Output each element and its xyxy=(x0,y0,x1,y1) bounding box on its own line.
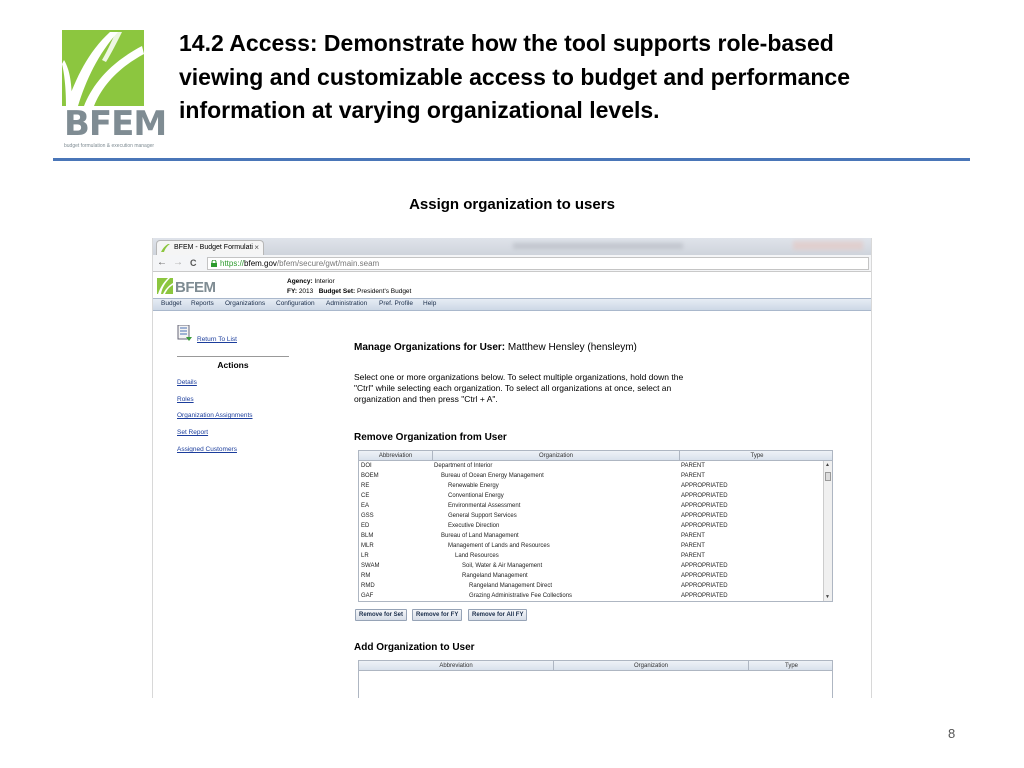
help-text: Select one or more organizations below. To select multiple organizations, hold down the "Ctrl" while selecting each organization. To select all organizations at once, select an organization and then press "Ctrl + A". xyxy=(354,372,684,404)
table-row[interactable] xyxy=(359,531,832,541)
add-col-organization[interactable]: Organization xyxy=(554,661,749,671)
manage-org-heading xyxy=(354,342,637,353)
return-to-list-link[interactable]: Return To List xyxy=(197,336,237,343)
cell-abbreviation: EA xyxy=(361,503,370,509)
cell-type: PARENT xyxy=(681,543,705,549)
menu-administration[interactable]: Administration xyxy=(326,300,368,307)
action-set-report-link[interactable]: Set Report xyxy=(177,429,209,436)
add-col-abbreviation[interactable]: Abbreviation xyxy=(359,661,554,671)
table-row[interactable] xyxy=(359,551,832,561)
back-icon[interactable]: ← xyxy=(157,257,167,268)
scroll-down-icon[interactable]: ▼ xyxy=(825,594,830,600)
cell-organization: Bureau of Ocean Energy Management xyxy=(441,473,544,479)
add-org-heading: Add Organization to User xyxy=(354,642,475,653)
col-organization[interactable]: Organization xyxy=(433,451,680,461)
page-number: 8 xyxy=(948,726,956,741)
add-org-table-header xyxy=(359,661,832,671)
cell-type: APPROPRIATED xyxy=(681,583,728,589)
table-row[interactable] xyxy=(359,461,832,471)
remove-for-set-button[interactable]: Remove for Set xyxy=(355,609,407,621)
menu-budget[interactable]: Budget xyxy=(161,300,182,307)
main-menu xyxy=(153,298,872,311)
blurred-window-controls xyxy=(793,241,863,250)
add-org-table[interactable] xyxy=(358,660,833,698)
budget-set-label: Budget Set: xyxy=(318,288,356,295)
return-list-icon[interactable] xyxy=(177,325,193,342)
menu-pref-profile[interactable]: Pref. Profile xyxy=(379,300,413,307)
cell-type: APPROPRIATED xyxy=(681,483,728,489)
agency-value: Interior xyxy=(314,278,335,285)
cell-type: APPROPRIATED xyxy=(681,503,728,509)
title-divider xyxy=(53,158,970,161)
lock-icon xyxy=(211,260,217,267)
table-row[interactable] xyxy=(359,511,832,521)
remove-for-fy-button[interactable]: Remove for FY xyxy=(412,609,462,621)
cell-organization: Soil, Water & Air Management xyxy=(462,563,543,569)
action-details-link[interactable]: Details xyxy=(177,379,197,386)
cell-type: APPROPRIATED xyxy=(681,513,728,519)
scroll-up-icon[interactable]: ▲ xyxy=(825,462,830,468)
cell-abbreviation: SWAM xyxy=(361,563,380,569)
cell-type: PARENT xyxy=(681,463,705,469)
url-host: bfem.gov xyxy=(244,259,277,268)
menu-organizations[interactable]: Organizations xyxy=(225,300,266,307)
table-row[interactable] xyxy=(359,501,832,511)
remove-org-scrollbar[interactable] xyxy=(823,461,832,601)
cell-organization: Rangeland Management Direct xyxy=(469,583,553,589)
cell-abbreviation: LR xyxy=(361,553,369,559)
col-abbreviation[interactable]: Abbreviation xyxy=(359,451,433,461)
cell-organization: Renewable Energy xyxy=(448,483,499,489)
table-row[interactable] xyxy=(359,471,832,481)
manage-org-label: Manage Organizations for User: xyxy=(354,342,506,353)
forward-icon[interactable]: → xyxy=(173,257,183,268)
cell-organization: Grazing Administrative Fee Collections xyxy=(469,593,573,599)
budget-set-value: President's Budget xyxy=(357,288,412,295)
table-row[interactable] xyxy=(359,591,832,601)
cell-organization: Management of Lands and Resources xyxy=(448,543,550,549)
menu-configuration[interactable]: Configuration xyxy=(276,300,315,307)
remove-org-table[interactable] xyxy=(358,450,833,602)
cell-abbreviation: DOI xyxy=(361,463,372,469)
cell-type: APPROPRIATED xyxy=(681,573,728,579)
action-org-assignments-link[interactable]: Organization Assignments xyxy=(177,412,253,419)
blurred-window-title xyxy=(513,243,683,249)
cell-abbreviation: BLM xyxy=(361,533,374,539)
table-row[interactable] xyxy=(359,571,832,581)
cell-type: APPROPRIATED xyxy=(681,563,728,569)
cell-organization: Rangeland Management xyxy=(462,573,528,579)
cell-organization: Environmental Assessment xyxy=(448,503,521,509)
address-bar xyxy=(153,255,872,272)
cell-abbreviation: CE xyxy=(361,493,370,499)
remove-for-all-fy-button[interactable]: Remove for All FY xyxy=(468,609,527,621)
logo-wordmark: BFEM xyxy=(64,104,167,144)
cell-abbreviation: GAF xyxy=(361,593,374,599)
cell-organization: Department of Interior xyxy=(434,463,493,469)
logo-tagline: budget formulation & execution manager xyxy=(64,143,155,149)
col-type[interactable]: Type xyxy=(750,453,764,459)
bfem-leaf-icon xyxy=(62,30,144,106)
slide-title: 14.2 Access: Demonstrate how the tool supports role-based viewing and customizable access to budget and performance information at varying organizational levels. xyxy=(179,30,850,123)
browser-tabstrip xyxy=(153,238,872,255)
reload-icon[interactable]: C xyxy=(190,258,197,268)
table-row[interactable] xyxy=(359,581,832,591)
cell-organization: General Support Services xyxy=(448,513,517,519)
cell-abbreviation: RM xyxy=(361,573,371,579)
remove-org-heading: Remove Organization from User xyxy=(354,432,507,443)
actions-divider xyxy=(177,356,289,357)
add-col-type[interactable]: Type xyxy=(784,663,798,669)
remove-org-table-header xyxy=(359,451,832,461)
table-row[interactable] xyxy=(359,541,832,551)
cell-type: PARENT xyxy=(681,553,705,559)
action-assigned-customers-link[interactable]: Assigned Customers xyxy=(177,446,237,453)
table-row[interactable] xyxy=(359,491,832,501)
agency-label: Agency: xyxy=(287,278,313,285)
fy-value: 2013 xyxy=(298,288,314,295)
url-scheme: https:// xyxy=(220,259,245,268)
table-row[interactable] xyxy=(359,561,832,571)
cell-type: APPROPRIATED xyxy=(681,593,728,599)
cell-organization: Conventional Energy xyxy=(448,493,504,499)
tab-close-icon[interactable]: × xyxy=(254,243,259,252)
action-roles-link[interactable]: Roles xyxy=(177,396,194,403)
cell-abbreviation: ED xyxy=(361,523,370,529)
page-favicon-icon xyxy=(161,244,170,252)
cell-organization: Land Resources xyxy=(455,553,499,559)
cell-organization: Executive Direction xyxy=(448,523,500,529)
url-path: /bfem/secure/gwt/main.seam xyxy=(276,259,380,268)
table-row[interactable] xyxy=(359,481,832,491)
cell-abbreviation: GSS xyxy=(361,513,374,519)
fy-label: FY: xyxy=(287,288,297,295)
browser-screenshot xyxy=(152,238,872,698)
fy-context xyxy=(287,288,411,295)
cell-type: APPROPRIATED xyxy=(681,523,728,529)
url-field[interactable] xyxy=(207,257,869,270)
menu-reports[interactable]: Reports xyxy=(191,300,214,307)
table-row[interactable] xyxy=(359,521,832,531)
bfem-logo xyxy=(62,30,167,152)
tab-title: BFEM - Budget Formulati xyxy=(174,244,253,251)
cell-organization: Bureau of Land Management xyxy=(441,533,519,539)
remove-org-table-body xyxy=(359,461,832,601)
manage-org-user: Matthew Hensley (hensleym) xyxy=(507,342,637,353)
app-logo-word: BFEM xyxy=(175,279,216,296)
slide-subtitle: Assign organization to users xyxy=(409,196,615,213)
agency-context xyxy=(287,278,335,285)
cell-abbreviation: RE xyxy=(361,483,370,489)
actions-heading: Actions xyxy=(217,360,249,370)
cell-type: PARENT xyxy=(681,473,705,479)
app-logo-leaf-icon xyxy=(157,278,173,294)
scroll-thumb[interactable] xyxy=(825,472,831,481)
cell-abbreviation: BOEM xyxy=(361,473,379,479)
cell-type: PARENT xyxy=(681,533,705,539)
app-logo[interactable] xyxy=(157,276,217,296)
cell-abbreviation: MLR xyxy=(361,543,374,549)
cell-abbreviation: RMD xyxy=(361,583,375,589)
menu-help[interactable]: Help xyxy=(423,300,437,307)
cell-type: APPROPRIATED xyxy=(681,493,728,499)
browser-tab[interactable] xyxy=(156,240,264,255)
app-header xyxy=(153,273,872,298)
